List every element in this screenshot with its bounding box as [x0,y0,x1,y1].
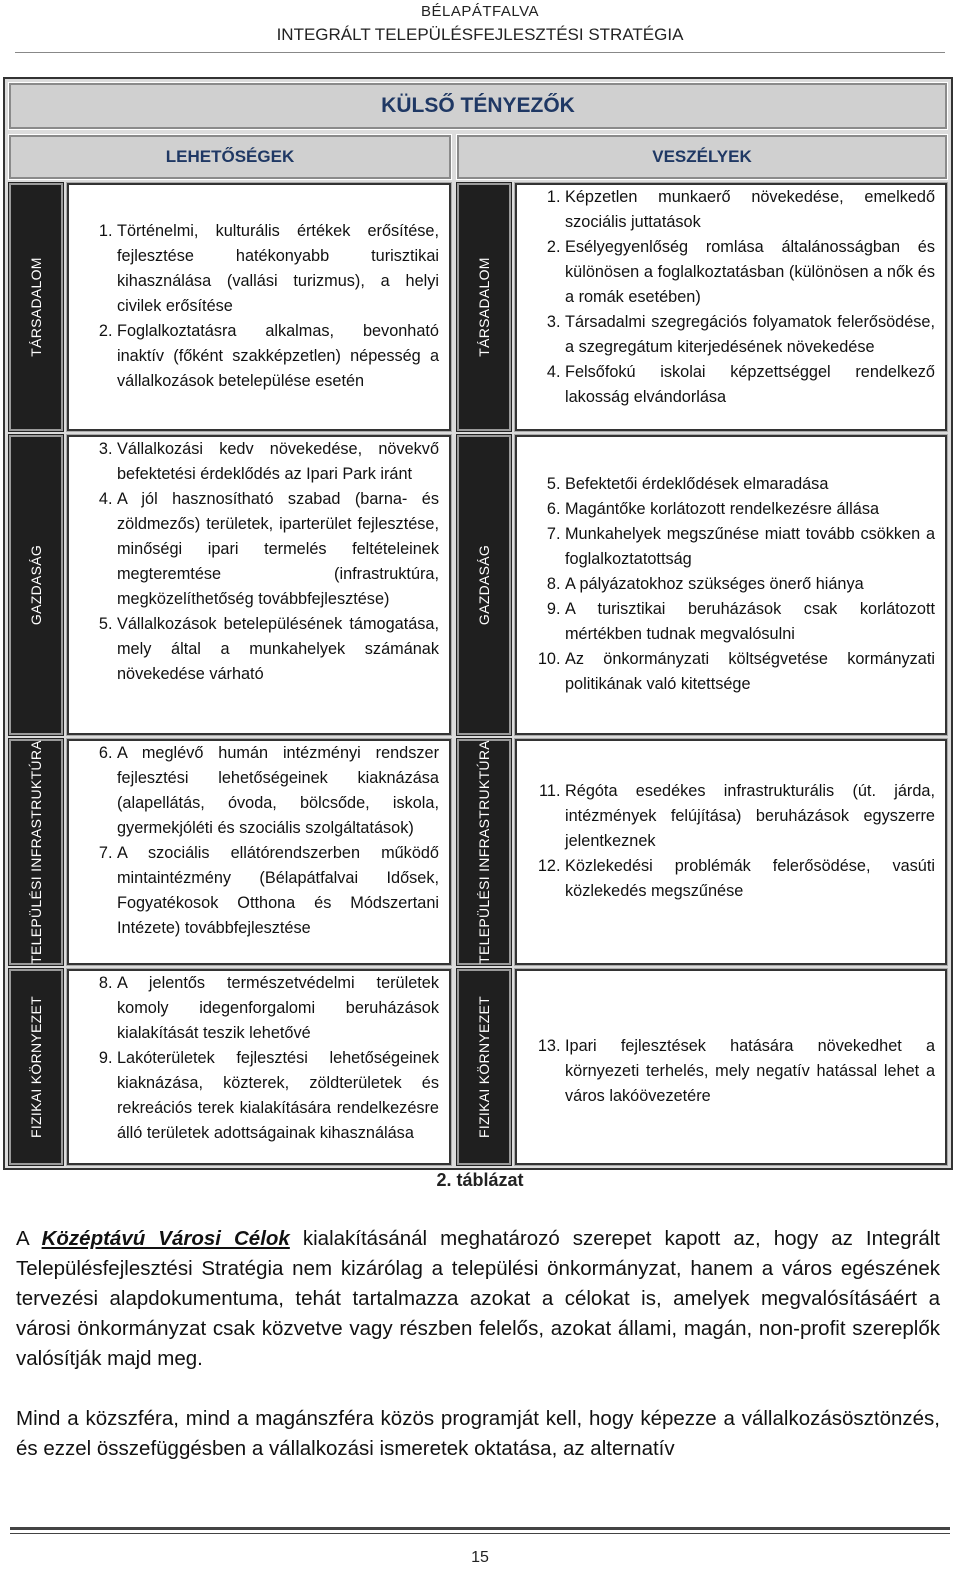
row-label-text: TELEPÜLÉSI INFRASTRUKTÚRA [476,740,492,964]
paragraph-prefix: A [16,1227,42,1250]
list-item: 6. Magántőke korlátozott rendelkezésre állása [565,497,935,522]
threats-society-list [523,185,935,410]
opportunities-environment-cell [67,969,451,1165]
row-label-text: GAZDASÁG [28,544,44,626]
opportunities-environment-list [75,971,439,1146]
row-label-text: TELEPÜLÉSI INFRASTRUKTÚRA [28,740,44,964]
list-item: 9. Lakóterületek fejlesztési lehetőségeinek kiaknázása, közterek, zöldterületek és rekreációs terek kialakítására rendelkezésre álló területek adottságainak kihasználása [117,1046,439,1146]
page-number: 15 [471,1549,489,1566]
opportunities-economy-cell [67,435,451,735]
list-item: 9. A turisztikai beruházások csak korlátozott mértékben tudnak megvalósulni [565,597,935,647]
list-item: 2. Foglalkoztatásra alkalmas, bevonható inaktív (főként szakképzetlen) népesség a vállalkozások betelepülése esetén [117,319,439,394]
swot-external-factors-table [3,77,953,1170]
row-label-infrastructure-left [9,739,63,965]
threats-economy-cell [515,435,947,735]
header-divider [15,52,945,53]
list-item: 12. Közlekedési problémák felerősödése, vasúti közlekedés megszűnése [565,854,935,904]
list-item: 1. Történelmi, kulturális értékek erősítése, fejlesztése hatékonyabb turisztikai kihasználása (vallási turizmus), a helyi civilek erősítése [117,219,439,319]
row-label-economy-right [457,435,511,735]
list-item: 13. Ipari fejlesztések hatására növekedhet a környezeti terhelés, mely negatív hatással lehet a város lakóövezetére [565,1034,935,1109]
opportunities-title: LEHETŐSÉGEK [9,135,451,179]
table-caption: 2. táblázat [436,1170,524,1190]
list-item: 6. A meglévő humán intézményi rendszer fejlesztési lehetőségeinek kiaknázása (alapellátás, óvoda, bölcsőde, iskola, gyermekjóléti és szociális szolgáltatások) [117,741,439,841]
row-label-text: GAZDASÁG [476,544,492,626]
threats-society-cell [515,183,947,431]
header-town: BÉLAPÁTFALVA [421,3,539,20]
table-main-title: KÜLSŐ TÉNYEZŐK [9,83,947,129]
opportunities-infrastructure-list [75,741,439,941]
row-label-society-left [9,183,63,431]
paragraph-rest: kialakításánál meghatározó szerepet kapott az, hogy az Integrált Településfejlesztési Stratégia nem kizárólag a települési önkormányzat, hanem a város egészének tervezési alapdokumentuma, tehát tartalmazza azokat a célokat is, amelyek megvalósításáért a városi önkormányzat csak közvetve vagy részben felelős, azokat állami, magán, non-profit szereplők valósítják majd meg. [16,1227,940,1370]
list-item: 3. Vállalkozási kedv növekedése, növekvő befektetési érdeklődés az Ipari Park iránt [117,437,439,487]
list-item: 4. Felsőfokú iskolai képzettséggel rendelkező lakosság elvándorlása [565,360,935,410]
row-label-infrastructure-right [457,739,511,965]
opportunities-infrastructure-cell [67,739,451,965]
list-item: 1. Képzetlen munkaerő növekedése, emelkedő szociális juttatások [565,185,935,235]
list-item: 5. Vállalkozások betelepülésének támogatása, mely által a munkahelyek számának növekedése várható [117,612,439,687]
row-label-text: TÁRSADALOM [476,257,492,357]
opportunities-society-cell [67,183,451,431]
row-label-environment-right [457,969,511,1165]
list-item: 4. A jól hasznosítható szabad (barna- és zöldmezős) területek, iparterület fejlesztése, minőségi ipari termelés feltételeinek megteremtése (infrastruktúra, megközelíthetőség továbbfejlesztése) [117,487,439,612]
list-item: 10. Az önkormányzati költségvetése kormányzati politikának való kitettsége [565,647,935,697]
list-item: 2. Esélyegyenlőség romlása általánosságban és különösen a foglalkoztatásban (különösen a nők és a romák esetében) [565,235,935,310]
list-item: 5. Befektetői érdeklődések elmaradása [565,472,935,497]
threats-economy-list [523,472,935,697]
row-label-text: FIZIKAI KÖRNYEZET [476,995,492,1139]
footer-divider-thick [10,1527,950,1530]
list-item: 11. Régóta esedékes infrastrukturális (út. járda, intézmények felújítása) beruházások egyszerre jelentkeznek [565,779,935,854]
threats-environment-cell [515,969,947,1165]
header-document-title: INTEGRÁLT TELEPÜLÉSFEJLESZTÉSI STRATÉGIA [276,25,684,44]
list-item: 8. A pályázatokhoz szükséges önerő hiánya [565,572,935,597]
row-label-economy-left [9,435,63,735]
row-label-environment-left [9,969,63,1165]
body-paragraph-2: Mind a közszféra, mind a magánszféra közös programját kell, hogy képezze a vállalkozásösztönzés, és ezzel összefüggésben a vállalkozási ismeretek oktatása, az alternatív [16,1407,940,1460]
body-paragraph-1 [16,1224,940,1374]
threats-infrastructure-list [523,779,935,904]
row-label-text: FIZIKAI KÖRNYEZET [28,995,44,1139]
list-item: 8. A jelentős természetvédelmi területek komoly idegenforgalomi beruházások kialakítását teszik lehetővé [117,971,439,1046]
row-label-text: TÁRSADALOM [28,257,44,357]
opportunities-society-list [75,219,439,394]
threats-title: VESZÉLYEK [457,135,947,179]
footer-divider-thin [10,1533,950,1534]
row-label-society-right [457,183,511,431]
list-item: 3. Társadalmi szegregációs folyamatok felerősödése, a szegregátum kiterjedésének növekedése [565,310,935,360]
opportunities-economy-list [75,437,439,687]
list-item: 7. Munkahelyek megszűnése miatt tovább csökken a foglalkoztatottság [565,522,935,572]
list-item: 7. A szociális ellátórendszerben működő mintaintézmény (Bélapátfalvai Idősek, Fogyatékosok Otthona és Módszertani Intézete) továbbfejlesztése [117,841,439,941]
threats-environment-list [523,1034,935,1109]
emphasis-term: Középtávú Városi Célok [41,1227,290,1250]
threats-infrastructure-cell [515,739,947,965]
